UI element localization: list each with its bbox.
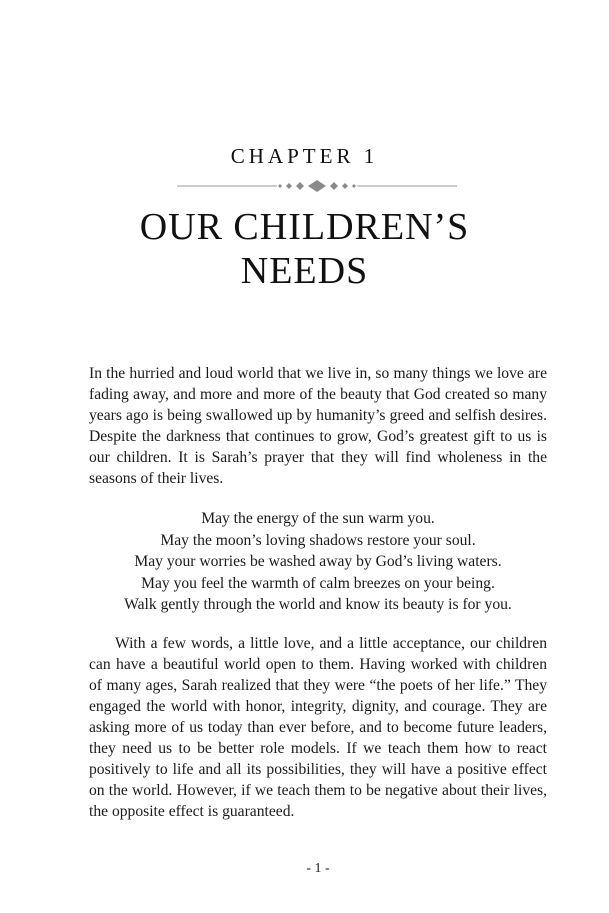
ornament-diamond — [342, 183, 348, 189]
ornament-diamond — [278, 184, 282, 188]
poem-line: May the energy of the sun warm you. — [201, 510, 435, 527]
poem-line: May your worries be washed away by God’s living waters. — [134, 553, 502, 570]
diamond-divider-ornament-icon — [177, 179, 457, 193]
body-paragraph: In the hurried and loud world that we live in, so many things we love are fading away, and more and more of the beauty that God created so many years ago is being swallowed up by humanity’s greed and selfish desires. Despite the darkness that continues to grow, God’s greatest gift to us is our children. It is Sarah’s prayer that they will find wholeness in the seasons of their lives. — [89, 365, 547, 487]
chapter-title-line: NEEDS — [240, 250, 369, 292]
ornament-diamond — [308, 180, 326, 192]
body-paragraph: With a few words, a little love, and a little acceptance, our children can have a beautiful world open to them. Having worked with children of many ages, Sarah realized that they were “the poets of her life.” They engaged the world with honor, integrity, dignity, and courage. They are asking more of us today than ever before, and to become future leaders, they need us to be better role models. If we teach them how to react positively to life and all its possibilities, they will have a positive effect on the world. However, if we teach them to be negative about their lives, the opposite effect is guaranteed. — [89, 635, 547, 820]
poem — [0, 508, 609, 616]
poem-line: Walk gently through the world and know its beauty is for you. — [124, 596, 512, 613]
poem-line: May the moon’s loving shadows restore your soul. — [160, 531, 476, 549]
ornament-diamond — [286, 183, 292, 189]
ornament-diamond — [352, 184, 356, 188]
ornament-diamonds — [278, 180, 356, 192]
chapter-title-line: OUR CHILDREN’S — [139, 206, 470, 248]
ornament-diamond — [296, 182, 304, 190]
chapter-label: CHAPTER 1 — [230, 144, 379, 168]
ornament-diamond — [330, 182, 338, 190]
chapter-title — [0, 205, 609, 293]
page-number: - 1 - — [306, 861, 330, 876]
poem-line: May you feel the warmth of calm breezes on your being. — [141, 574, 495, 592]
